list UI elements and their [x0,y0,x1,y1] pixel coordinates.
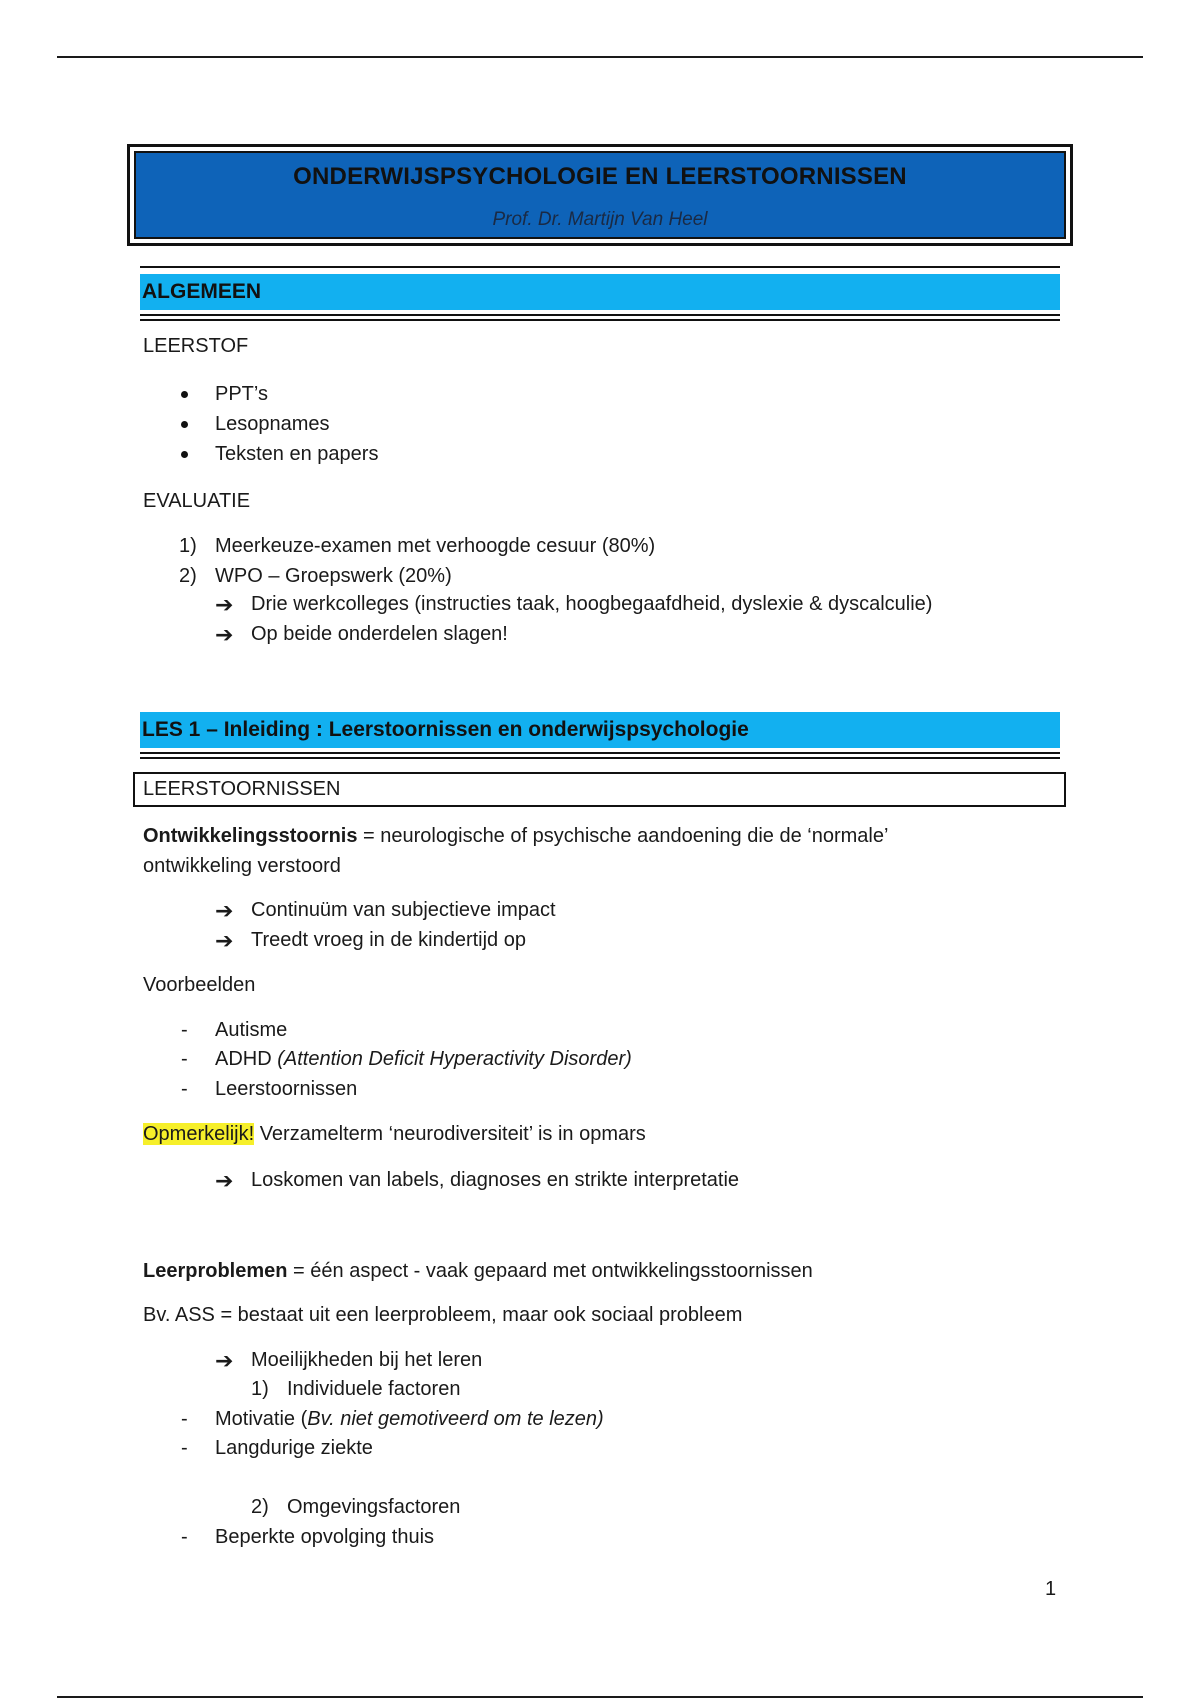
factor-heading: Omgevingsfactoren [287,1496,461,1518]
document-subtitle: Prof. Dr. Martijn Van Heel [492,209,708,230]
section-heading-algemeen [140,266,1060,321]
arrow-right-icon: ➔ [215,622,234,647]
definition-text: = neurologische of psychische aandoening die de ‘normale’ [357,825,889,847]
leerproblemen-term: Leerproblemen [143,1260,288,1282]
title-banner [134,151,1066,239]
arrow-right-icon: ➔ [215,1348,234,1373]
definition-term: Ontwikkelingsstoornis [143,825,358,847]
dash-icon: - [181,1048,188,1070]
arrow-item: Op beide onderdelen slagen! [251,623,508,645]
list-item: Leerstoornissen [215,1078,358,1100]
section-title: ALGEMEEN [140,274,1060,310]
bullet-icon [181,421,188,428]
arrow-right-icon: ➔ [215,592,234,617]
list-number: 1) [251,1378,269,1400]
list-item: Langdurige ziekte [215,1437,373,1459]
list-item: Beperkte opvolging thuis [215,1526,435,1548]
list-item: Autisme [215,1019,288,1041]
list-item: ADHD (Attention Deficit Hyperactivity Disorder) [215,1048,632,1070]
arrow-right-icon: ➔ [215,898,234,923]
page-number: 1 [1045,1578,1057,1600]
dash-icon: - [181,1526,188,1548]
document-title: ONDERWIJSPSYCHOLOGIE EN LEERSTOORNISSEN [293,163,907,190]
arrow-right-icon: ➔ [215,928,234,953]
definition-text: ontwikkeling verstoord [143,855,341,877]
arrow-item: Loskomen van labels, diagnoses en strikte interpretatie [251,1169,740,1191]
section-title: LES 1 – Inleiding : Leerstoornissen en onderwijspsychologie [140,712,1060,748]
subheading-box: LEERSTOORNISSEN [133,772,1066,807]
bullet-icon [181,391,188,398]
leerstof-label: LEERSTOF [143,335,249,357]
definition-line [143,825,888,848]
list-item: WPO – Groepswerk (20%) [215,565,452,587]
title-box [127,144,1073,246]
arrow-item: Drie werkcolleges (instructies taak, hoogbegaafdheid, dyslexie & dyscalculie) [251,593,933,615]
list-item: Meerkeuze-examen met verhoogde cesuur (80%) [215,535,656,557]
dash-icon: - [181,1437,188,1459]
arrow-right-icon: ➔ [215,1168,234,1193]
list-item: PPT’s [215,383,268,405]
voorbeelden-label: Voorbeelden [143,974,256,996]
leerproblemen-line: Leerproblemen = één aspect - vaak gepaard met ontwikkelingsstoornissen [143,1260,813,1282]
bullet-icon [181,451,188,458]
arrow-item: Continuüm van subjectieve impact [251,899,556,921]
note-line [143,1123,646,1146]
arrow-item: Treedt vroeg in de kindertijd op [251,929,526,951]
list-item: Motivatie (Bv. niet gemotiveerd om te lezen) [215,1408,604,1430]
note-text: Verzamelterm ‘neurodiversiteit’ is in opmars [254,1123,646,1145]
note-highlight: Opmerkelijk! [143,1123,255,1145]
dash-icon: - [181,1019,188,1041]
top-rule [57,56,1143,58]
section-heading-les1 [140,706,1060,759]
example-line: Bv. ASS = bestaat uit een leerprobleem, maar ook sociaal probleem [143,1304,743,1326]
dash-icon: - [181,1078,188,1100]
dash-icon: - [181,1408,188,1430]
evaluatie-label: EVALUATIE [143,490,251,512]
bottom-rule [57,1696,1143,1698]
list-item: Teksten en papers [215,443,379,465]
list-number: 2) [179,565,197,587]
list-number: 2) [251,1496,269,1518]
arrow-item: Moeilijkheden bij het leren [251,1349,483,1371]
list-item: Lesopnames [215,413,330,435]
factor-heading: Individuele factoren [287,1378,461,1400]
list-number: 1) [179,535,197,557]
